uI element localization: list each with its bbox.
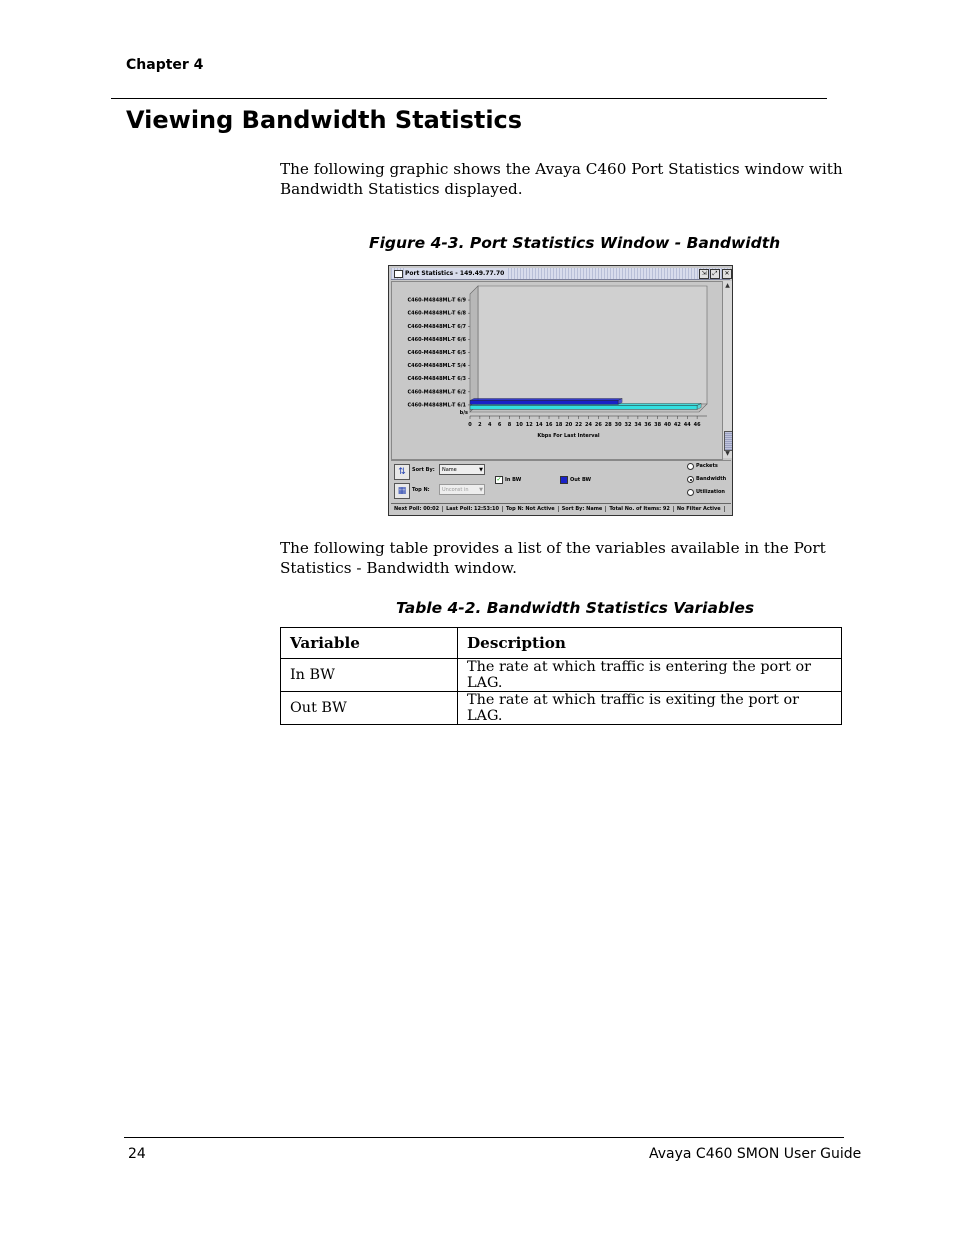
x-tick-label: 20: [565, 422, 573, 428]
scroll-thumb[interactable]: [724, 431, 733, 451]
category-label: C460-M4848ML-T 6/6: [407, 336, 466, 343]
sort-by-select[interactable]: [439, 464, 485, 475]
top-n-value: Unconst in: [442, 487, 469, 493]
radio-packets[interactable]: [687, 463, 694, 470]
controls-panel: [391, 460, 731, 501]
status-total-items: Total No. of Items: 92: [606, 506, 674, 512]
top-n-icon[interactable]: ▦: [394, 483, 410, 499]
x-tick-label: 4: [488, 422, 492, 428]
bar-in-bw: [470, 405, 697, 409]
sort-by-value: Name: [442, 467, 457, 473]
status-next-poll: Next Poll: 00:02: [391, 506, 443, 512]
restore-icon[interactable]: ⇲: [699, 269, 709, 279]
top-n-label: Top N:: [412, 487, 430, 493]
intro-paragraph: The following graphic shows the Avaya C460 Port Statistics window with Bandwidth Statistics displayed.: [280, 160, 843, 198]
radio-packets-label: Packets: [696, 463, 718, 469]
table-header-row: [281, 628, 842, 659]
vertical-scrollbar[interactable]: [722, 281, 732, 458]
header-description: Description: [458, 628, 842, 659]
x-tick-label: 24: [585, 422, 592, 428]
maximize-icon[interactable]: ⤢: [710, 269, 720, 279]
out-bw-legend-label: Out BW: [570, 477, 591, 483]
variables-table: [280, 627, 842, 725]
window-title: Port Statistics - 149.49.77.70: [405, 268, 507, 279]
out-bw-swatch: [560, 476, 568, 484]
figure-caption: Figure 4-3. Port Statistics Window - Bandwidth: [369, 234, 781, 252]
header-variable: Variable: [281, 628, 458, 659]
table-row: [281, 692, 842, 725]
footer-rule: [124, 1137, 844, 1138]
window-titlebar: [391, 268, 730, 280]
cell-description: The rate at which traffic is exiting the port or LAG.: [458, 692, 842, 725]
x-tick-label: 14: [535, 422, 543, 428]
x-tick-label: 34: [634, 422, 642, 428]
category-label: C460-M4848ML-T 6/7: [407, 323, 466, 330]
port-statistics-window: [388, 265, 733, 516]
x-tick-label: 0: [468, 422, 472, 428]
category-label: C460-M4848ML-T 5/4: [407, 363, 466, 370]
x-tick-label: 16: [545, 422, 553, 428]
cell-variable: Out BW: [281, 692, 458, 725]
status-last-poll: Last Poll: 12:53:10: [443, 506, 503, 512]
radio-bandwidth-label: Bandwidth: [696, 476, 727, 482]
x-tick-label: 30: [614, 422, 622, 428]
category-label: C460-M4848ML-T 6/9: [407, 297, 466, 304]
header-rule: [111, 98, 827, 99]
radio-utilization[interactable]: [687, 489, 694, 496]
chart-side-wall: [470, 286, 478, 412]
bar-top-out-bw: [470, 398, 622, 400]
chart-svg: [392, 282, 722, 459]
scroll-up-icon[interactable]: ▲: [725, 282, 730, 289]
x-tick-label: 40: [664, 422, 671, 428]
unit-label: b/s: [459, 410, 468, 416]
x-axis-label: Kbps For Last Interval: [537, 433, 600, 439]
bandwidth-chart: [391, 281, 723, 460]
x-tick-label: 36: [644, 422, 652, 428]
x-tick-label: 46: [693, 422, 701, 428]
x-tick-label: 32: [624, 422, 632, 428]
category-label: C460-M4848ML-T 6/2: [407, 389, 466, 396]
status-bar: [391, 503, 731, 514]
window-icon: [394, 270, 403, 278]
category-label: C460-M4848ML-T 6/8: [407, 310, 466, 317]
cell-description: The rate at which traffic is entering the port or LAG.: [458, 659, 842, 692]
footer-doc-title: Avaya C460 SMON User Guide: [649, 1146, 862, 1162]
x-tick-label: 44: [683, 422, 691, 428]
status-sort-by: Sort By: Name: [559, 506, 607, 512]
scroll-down-icon[interactable]: ▼: [725, 450, 730, 457]
bar-out-bw: [470, 400, 618, 404]
radio-utilization-label: Utilization: [696, 489, 725, 495]
category-label: C460-M4848ML-T 6/1: [407, 402, 466, 409]
x-tick-label: 26: [594, 422, 602, 428]
table-caption: Table 4-2. Bandwidth Statistics Variables: [396, 599, 755, 617]
x-tick-label: 10: [515, 422, 523, 428]
category-label: C460-M4848ML-T 6/5: [407, 350, 466, 356]
category-label: C460-M4848ML-T 6/3: [407, 376, 466, 383]
close-icon[interactable]: ✕: [722, 269, 732, 279]
status-top-n: Top N: Not Active: [503, 506, 559, 512]
table-intro-paragraph: The following table provides a list of the variables available in the Port Statistics - Bandwidth window.: [280, 539, 826, 577]
in-bw-checkbox[interactable]: ✓: [496, 476, 502, 483]
radio-bandwidth[interactable]: [687, 476, 694, 483]
sort-by-label: Sort By:: [412, 467, 435, 473]
table-row: [281, 659, 842, 692]
x-tick-label: 22: [575, 422, 583, 428]
chapter-label: Chapter 4: [126, 57, 204, 73]
x-tick-label: 8: [507, 422, 512, 428]
x-tick-label: 12: [525, 422, 533, 428]
x-tick-label: 38: [654, 422, 662, 428]
chevron-down-icon: ▼: [479, 487, 483, 493]
cell-variable: In BW: [281, 659, 458, 692]
section-title: Viewing Bandwidth Statistics: [126, 106, 523, 134]
chevron-down-icon: ▼: [479, 467, 483, 473]
status-filter: No Filter Active: [674, 506, 725, 512]
chart-back-wall: [478, 286, 707, 404]
x-tick-label: 18: [555, 422, 563, 428]
top-n-select[interactable]: [439, 484, 485, 495]
in-bw-legend-label: In BW: [505, 477, 522, 483]
page-number: 24: [128, 1146, 146, 1162]
x-tick-label: 28: [604, 422, 612, 428]
x-tick-label: 2: [478, 422, 482, 428]
sort-icon[interactable]: ⇅: [394, 464, 410, 480]
x-tick-label: 42: [673, 422, 681, 428]
x-tick-label: 6: [497, 422, 502, 428]
